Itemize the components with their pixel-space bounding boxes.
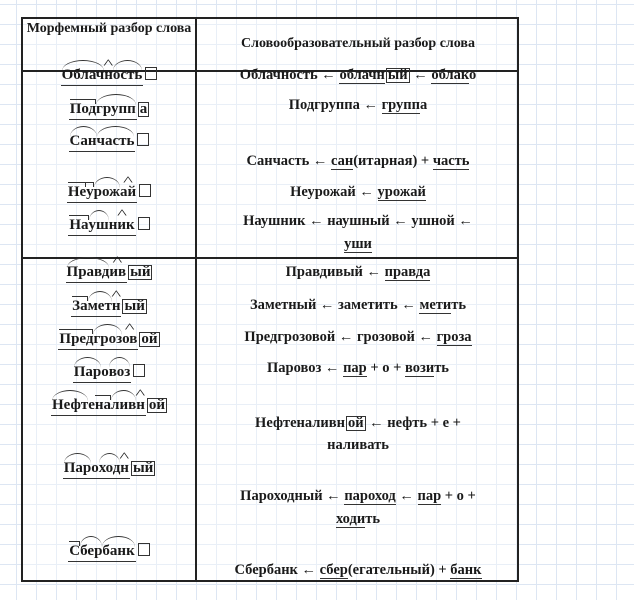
underlined-stem: групп: [381, 97, 421, 113]
root-morpheme: Нефт: [51, 397, 89, 413]
root-morpheme: ость: [112, 67, 143, 83]
ending: ой: [347, 415, 364, 431]
morphemic-word: [21, 364, 197, 383]
suf-morpheme: ^ н: [104, 67, 113, 84]
stem: [51, 397, 146, 416]
stem: [66, 264, 128, 283]
stem: [68, 543, 135, 562]
root-morpheme: уш: [88, 217, 109, 233]
ending: ый: [130, 264, 151, 280]
text: Паровоз ←: [267, 360, 344, 376]
zero-ending-box: [137, 133, 149, 146]
text: Правдивый ←: [285, 264, 385, 280]
pre-morpheme: Не: [67, 184, 87, 200]
suf-morpheme: ^ ив: [109, 264, 126, 281]
text: о: [101, 364, 109, 380]
ending: ой: [148, 397, 166, 413]
stem: [67, 184, 137, 203]
pre-morpheme: на: [94, 397, 112, 413]
stem: [71, 298, 121, 317]
morphemic-word: [21, 217, 197, 236]
header-derivational: Словообразовательный разбор слова: [241, 36, 475, 51]
suf-morpheme: ^ ов: [122, 331, 137, 348]
ending: ой: [141, 331, 158, 347]
derivation-line: [197, 236, 519, 253]
derivation-line: [197, 562, 519, 579]
header-morphemic: Морфемный разбор слова: [26, 21, 192, 36]
ending: ый: [387, 67, 408, 83]
text: Пароходный ←: [240, 488, 345, 504]
morphemic-word: [21, 397, 197, 416]
text: ть: [365, 511, 381, 527]
text: Неурожай ←: [290, 184, 378, 200]
text: ← нефть + е +: [365, 415, 461, 431]
pre-morpheme: С: [69, 543, 81, 559]
underlined-stem: пар: [343, 360, 367, 376]
underlined-stem: пароход: [344, 488, 396, 504]
underlined-stem: уши: [344, 236, 372, 252]
stem: [73, 364, 132, 383]
stem: [68, 217, 135, 236]
text: е: [88, 397, 95, 413]
root-morpheme: ход: [98, 460, 121, 476]
underlined-stem: гроза: [436, 329, 472, 345]
text: о: [469, 67, 477, 83]
suf-morpheme: ^ ай: [120, 184, 136, 201]
underlined-stem: ходи: [335, 511, 366, 527]
pre-morpheme: На: [69, 217, 89, 233]
text: Заметный ← заметить ←: [249, 297, 420, 313]
underlined-stem: сан: [331, 153, 354, 169]
morphemic-word: [21, 184, 197, 203]
root-morpheme: гроз: [93, 331, 123, 347]
stem: [58, 331, 138, 350]
text: а: [420, 97, 428, 113]
suf-morpheme: ^ н: [136, 397, 145, 414]
morphemic-word: [21, 460, 197, 479]
morphemic-word: [21, 331, 197, 350]
text: + о +: [441, 488, 476, 504]
morphemic-word: [21, 101, 197, 120]
underlined-stem: вози: [405, 360, 435, 376]
root-morpheme: рож: [93, 184, 121, 200]
text: наливать: [327, 437, 389, 453]
derivation-line: [197, 437, 519, 454]
zero-ending-box: [145, 67, 157, 80]
suf-morpheme: ^ ник: [109, 217, 135, 234]
text: ←: [395, 488, 418, 504]
root-morpheme: Облач: [61, 67, 105, 83]
stem: [61, 67, 144, 86]
text: о: [91, 460, 99, 476]
zero-ending-box: [133, 364, 145, 377]
text: Облачность ←: [239, 67, 340, 83]
text: Санчасть ←: [246, 153, 331, 169]
text: Нефтеналивн: [255, 415, 345, 431]
ending: а: [139, 101, 148, 117]
root-morpheme: Правд: [66, 264, 110, 280]
derivation-line: [197, 329, 519, 346]
derivation-line: [197, 184, 519, 201]
derivation-line: [197, 488, 519, 505]
suf-morpheme: ^ н: [120, 460, 129, 477]
root-morpheme: бер: [80, 543, 103, 559]
morphemic-word: [21, 67, 197, 86]
derivation-line: [197, 511, 519, 528]
root-morpheme: банк: [102, 543, 135, 559]
root-morpheme: Сан: [69, 133, 97, 149]
underlined-stem: банк: [450, 562, 482, 578]
derivation-line: [197, 415, 519, 432]
stem: [69, 101, 137, 120]
derivation-line: [197, 97, 519, 114]
morphemic-word: [21, 543, 197, 562]
text: (егательный) +: [347, 562, 451, 578]
underlined-stem: пар: [417, 488, 442, 504]
morphemic-word: [21, 133, 197, 152]
text: Подгруппа ←: [288, 97, 382, 113]
text: Предгрозовой ← грозовой ←: [244, 329, 437, 345]
derivation-line: [197, 67, 519, 84]
underlined-stem: облак: [431, 67, 470, 83]
derivation-line: [197, 297, 519, 314]
text: (итарная) +: [353, 153, 433, 169]
root-morpheme: Пар: [63, 460, 92, 476]
stem: [63, 460, 130, 479]
underlined-stem: сбер: [319, 562, 348, 578]
text: Сбербанк ←: [234, 562, 320, 578]
pre-morpheme: Пред: [59, 331, 94, 347]
stem: [69, 133, 136, 152]
root-morpheme: мет: [87, 298, 112, 314]
underlined-stem: урожай: [377, 184, 426, 200]
derivation-line: [197, 360, 519, 377]
ending: ый: [124, 298, 145, 314]
underlined-stem: облачн: [339, 67, 385, 83]
underlined-stem: правда: [384, 264, 431, 280]
text: ть: [434, 360, 449, 376]
morphemic-word: [21, 264, 197, 283]
underlined-stem: мети: [419, 297, 452, 313]
text: Наушник ← наушный ← ушной ←: [243, 213, 473, 229]
root-morpheme: Пар: [73, 364, 102, 380]
text: ть: [451, 297, 467, 313]
ending: ый: [132, 460, 154, 476]
underlined-stem: часть: [432, 153, 470, 169]
text: ←: [409, 67, 432, 83]
suf-morpheme: ^ н: [112, 298, 121, 315]
root-morpheme: лив: [111, 397, 137, 413]
morphemic-word: [21, 298, 197, 317]
root-morpheme: групп: [96, 101, 136, 117]
root-morpheme: часть: [96, 133, 135, 149]
pre-morpheme: Под: [69, 101, 97, 117]
root-morpheme: воз: [108, 364, 131, 380]
text: + о +: [366, 360, 406, 376]
zero-ending-box: [138, 543, 150, 556]
derivation-line: [197, 264, 519, 281]
derivation-line: [197, 153, 519, 170]
pre-morpheme: у: [86, 184, 94, 200]
derivation-line: [197, 213, 519, 230]
pre-morpheme: За: [72, 298, 88, 314]
